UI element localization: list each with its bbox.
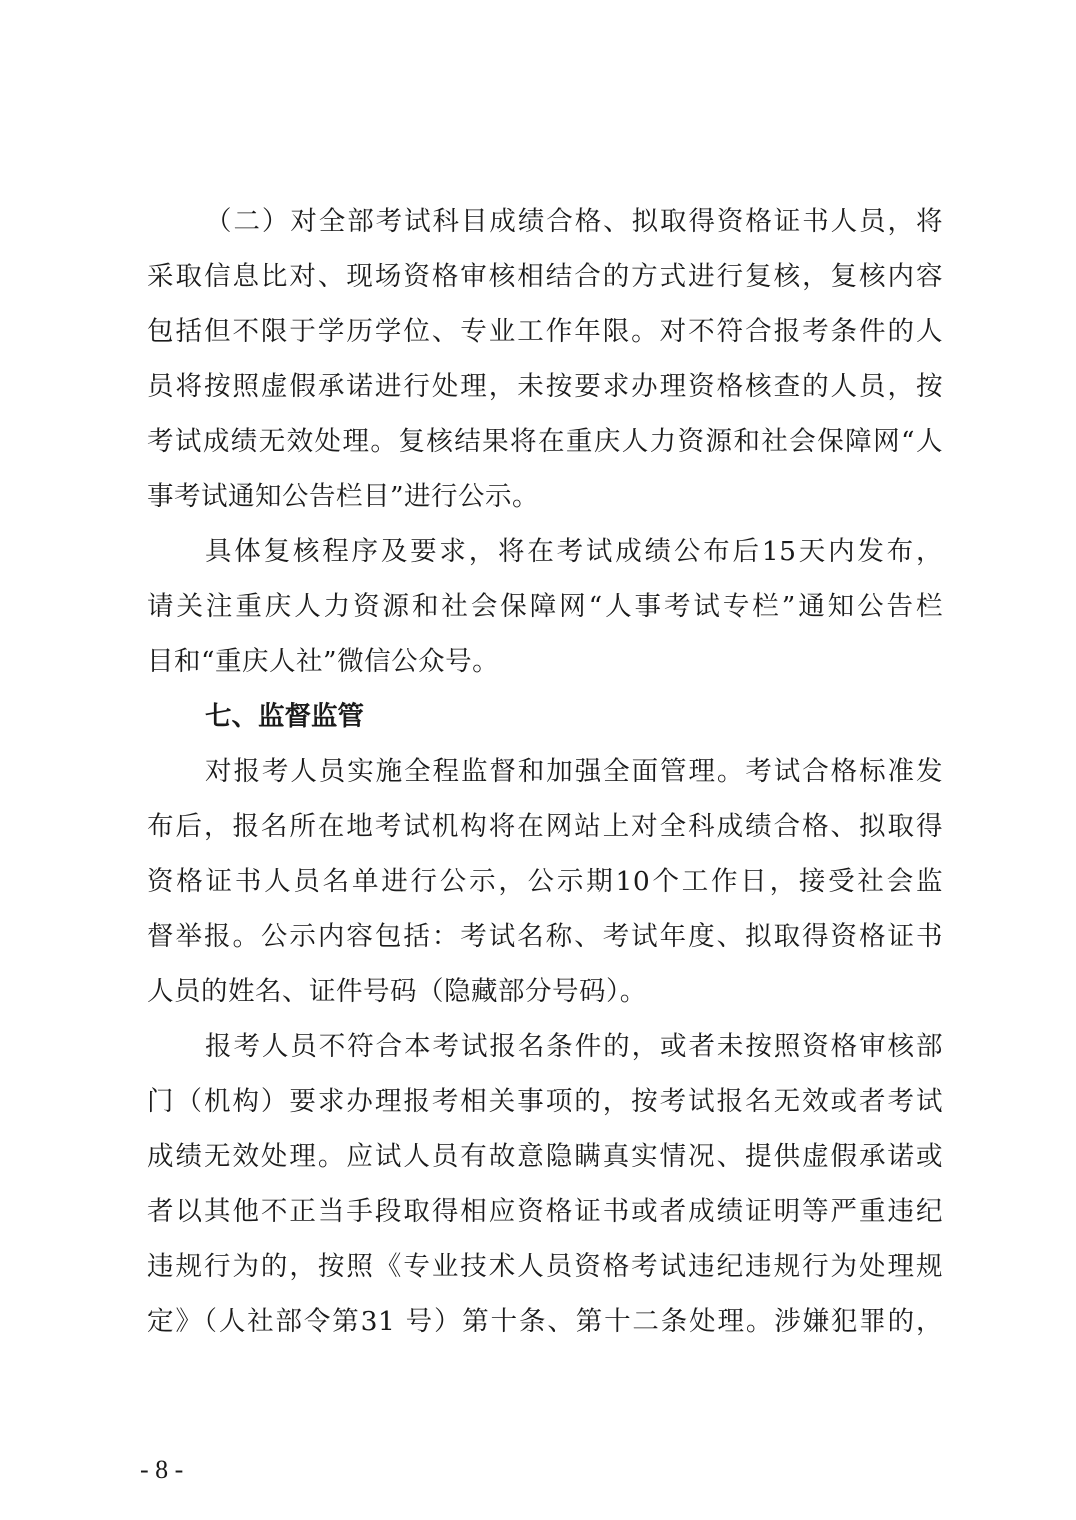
paragraph-line: 资格证书人员名单进行公示，公示期10个工作日，接受社会监 [147, 866, 943, 897]
paragraph-line: 员将按照虚假承诺进行处理，未按要求办理资格核查的人员，按 [147, 371, 943, 402]
paragraph-line: 布后，报名所在地考试机构将在网站上对全科成绩合格、拟取得 [147, 811, 943, 842]
paragraph-line: （二）对全部考试科目成绩合格、拟取得资格证书人员，将 [205, 206, 943, 237]
paragraph-line: 违规行为的，按照《专业技术人员资格考试违纪违规行为处理规 [147, 1251, 943, 1282]
section-heading: 七、监督监管 [205, 701, 364, 732]
paragraph-line: 考试成绩无效处理。复核结果将在重庆人力资源和社会保障网“人 [147, 426, 943, 457]
paragraph-line: 采取信息比对、现场资格审核相结合的方式进行复核，复核内容 [147, 261, 943, 292]
paragraph-line: 请关注重庆人力资源和社会保障网“人事考试专栏”通知公告栏 [147, 591, 943, 622]
paragraph-line: 对报考人员实施全程监督和加强全面管理。考试合格标准发 [205, 756, 943, 787]
paragraph-line: 包括但不限于学历学位、专业工作年限。对不符合报考条件的人 [147, 316, 943, 347]
paragraph-line: 成绩无效处理。应试人员有故意隐瞒真实情况、提供虚假承诺或 [147, 1141, 943, 1172]
paragraph-line: 事考试通知公告栏目”进行公示。 [147, 481, 540, 512]
paragraph-line: 人员的姓名、证件号码（隐藏部分号码）。 [147, 976, 647, 1007]
paragraph-line: 门（机构）要求办理报考相关事项的，按考试报名无效或者考试 [147, 1086, 943, 1117]
paragraph-line: 督举报。公示内容包括：考试名称、考试年度、拟取得资格证书 [147, 921, 943, 952]
paragraph-line: 报考人员不符合本考试报名条件的，或者未按照资格审核部 [205, 1031, 943, 1062]
paragraph-line: 者以其他不正当手段取得相应资格证书或者成绩证明等严重违纪 [147, 1196, 943, 1227]
paragraph-line: 定》（人社部令第31 号）第十条、第十二条处理。涉嫌犯罪的， [147, 1306, 943, 1337]
paragraph-line: 具体复核程序及要求，将在考试成绩公布后15天内发布， [205, 536, 943, 567]
paragraph-line: 目和“重庆人社”微信公众号。 [147, 646, 500, 677]
page-number: - 8 - [140, 1455, 184, 1484]
